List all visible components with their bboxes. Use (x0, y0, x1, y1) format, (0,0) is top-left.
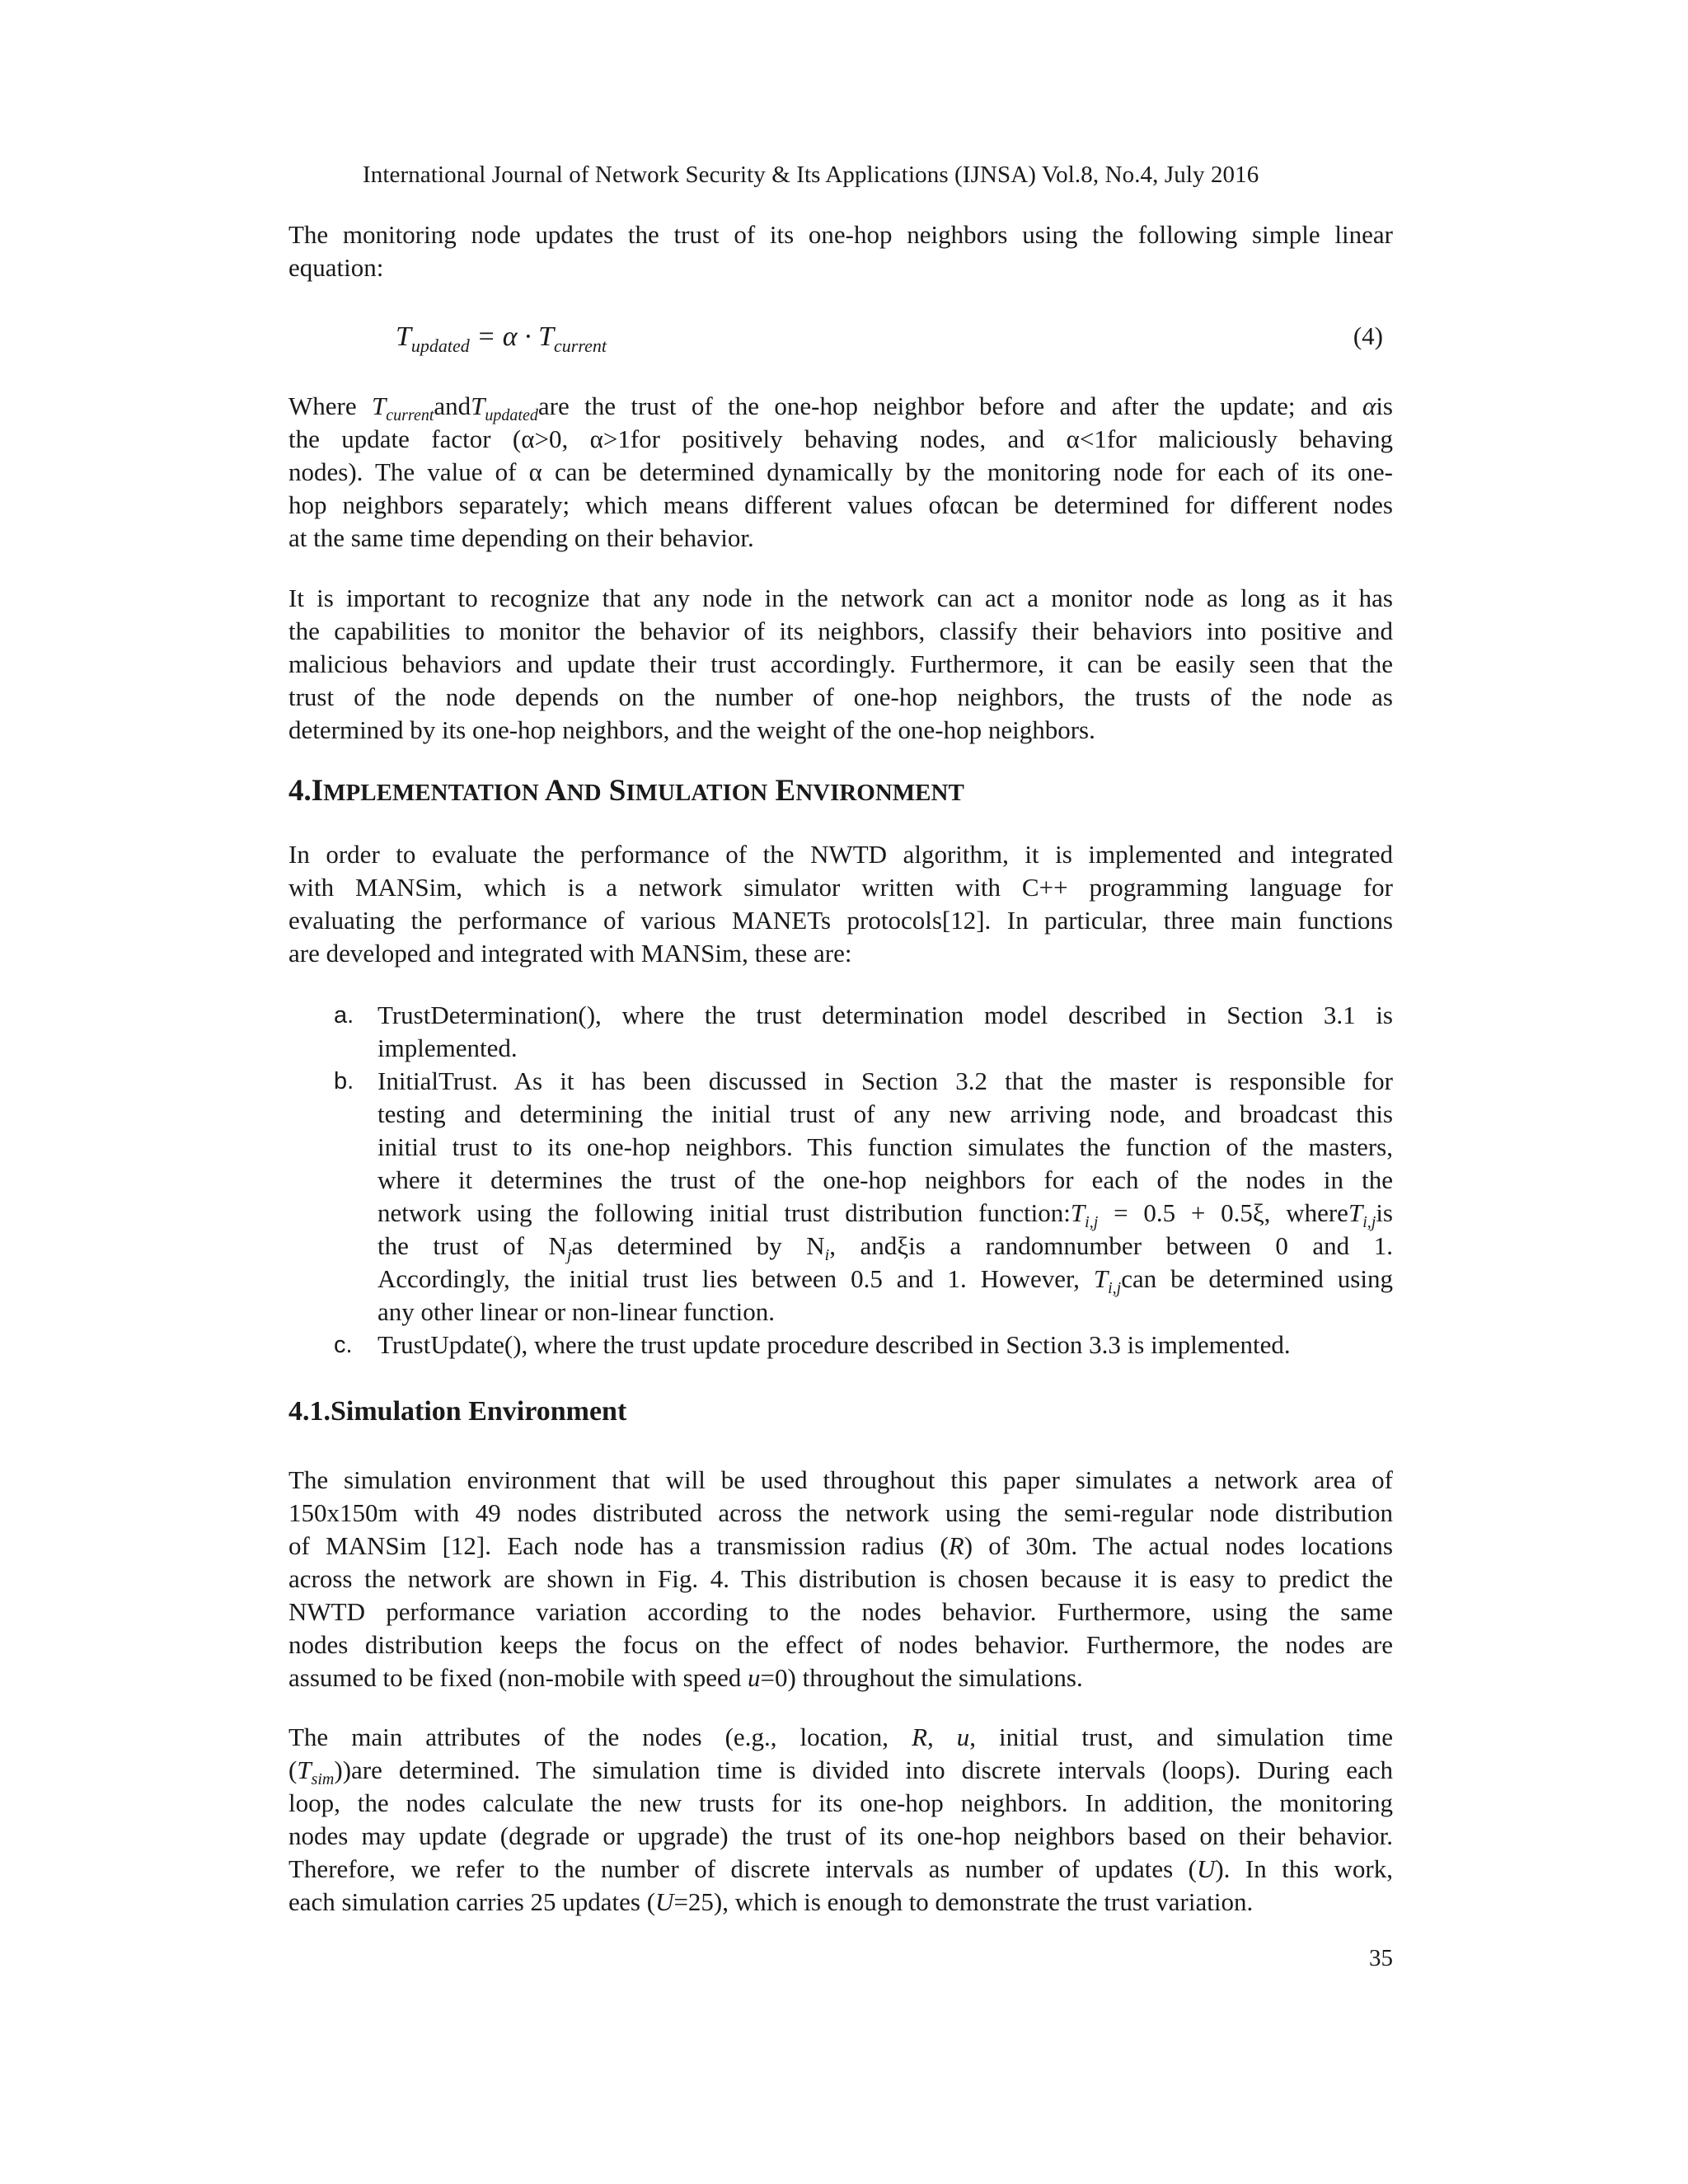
text-line: NWTD performance variation according to the nodes behavior. Furthermore, using the same (288, 1597, 1393, 1626)
text-line: testing and determining the initial trust of any new arriving node, and broadcast this (377, 1099, 1393, 1128)
eq-lhs-sub: updated (410, 335, 470, 356)
list-marker: a. (334, 1002, 354, 1029)
text-line: The simulation environment that will be used throughout this paper simulates a network area of (288, 1465, 1393, 1494)
equation-4 (396, 321, 607, 356)
text-line: The main attributes of the nodes (e.g., location, R, u, initial trust, and simulation time (288, 1722, 1394, 1751)
text-line: the trust of $N_jas$ determined by $N_i$, andξis a randomnumber between 0 and 1. (377, 1231, 1393, 1265)
text-line: evaluating the performance of various MANETs protocols[12]. In particular, three main functions (288, 906, 1393, 935)
text-line: trust of the node depends on the number of one-hop neighbors, the trusts of the node as (288, 682, 1393, 711)
text-line: nodes distribution keeps the focus on the effect of nodes behavior. Furthermore, the nodes are (288, 1630, 1393, 1659)
text-line: any other linear or non-linear function. (377, 1297, 776, 1326)
text-line: 150x150m with 49 nodes distributed across the network using the semi-regular node distribution (288, 1498, 1393, 1527)
text-line: initial trust to its one-hop neighbors. This function simulates the function of the masters, (377, 1132, 1393, 1161)
text-line: hop neighbors separately; which means different values ofαcan be determined for different nodes (288, 490, 1393, 519)
text-line: where it determines the trust of the one-hop neighbors for each of the nodes in the (377, 1165, 1393, 1194)
text-line: Where $T_{current}andT_{updated}are$ the trust of the one-hop neighbor before and after the update; and αis (288, 391, 1393, 425)
where-paragraph (288, 390, 1393, 555)
simulation-paragraph (288, 1464, 1393, 1694)
text-line: It is important to recognize that any node in the network can act a monitor node as long as it has (288, 583, 1393, 612)
equation-number: (4) (1353, 321, 1383, 350)
section-4-heading: 4.IMPLEMENTATION AND SIMULATION ENVIRONMENT (288, 774, 964, 808)
running-header: International Journal of Network Security & Its Applications (IJNSA) Vol.8, No.4, July 2016 (363, 162, 1259, 188)
text-line: each simulation carries 25 updates (U=25), which is enough to demonstrate the trust variation. (288, 1887, 1254, 1916)
text-line: at the same time depending on their behavior. (288, 523, 754, 552)
text-line: across the network are shown in Fig. 4. This distribution is chosen because it is easy to predict the (288, 1564, 1393, 1593)
paper-page (288, 0, 1393, 2184)
text-line: determined by its one-hop neighbors, and the weight of the one-hop neighbors. (288, 715, 1095, 744)
intro-paragraph (288, 218, 1393, 284)
text-line: network using the following initial trust distribution $function:T_{i,j} = 0.5 + 0.5\xi$, whereT$_{i,j}$is (377, 1198, 1393, 1232)
text-line: $(T_{sim}))are$ determined. The simulation time is divided into discrete intervals (loops). During each (288, 1755, 1393, 1789)
monitor-paragraph (288, 582, 1393, 747)
list-marker: c. (334, 1332, 353, 1358)
text-line: loop, the nodes calculate the new trusts for its one-hop neighbors. In addition, the monitoring (288, 1788, 1393, 1817)
text-line: TrustUpdate(), where the trust update procedure described in Section 3.3 is implemented. (377, 1330, 1291, 1359)
text-line: implemented. (377, 1033, 518, 1062)
text-line: the update factor (α>0, α>1for positively behaving nodes, and α<1for maliciously behaving (288, 424, 1393, 453)
text-line: malicious behaviors and update their trust accordingly. Furthermore, it can be easily seen that the (288, 649, 1393, 678)
eq-rhs-sub: current (554, 335, 607, 356)
eq-rhs: = α · T (476, 321, 555, 352)
text-line: InitialTrust. As it has been discussed in Section 3.2 that the master is responsible for (377, 1066, 1393, 1095)
eq-lhs: T (396, 321, 411, 352)
text-line: nodes may update (degrade or upgrade) the trust of its one-hop neighbors based on their behavior. (288, 1821, 1393, 1850)
attributes-paragraph (288, 1721, 1393, 1919)
text-line: The monitoring node updates the trust of its one-hop neighbors using the following simple linear (288, 220, 1393, 249)
text-line: nodes). The value of α can be determined dynamically by the monitoring node for each of its one- (288, 457, 1393, 486)
text-line: equation: (288, 253, 384, 282)
text-line: TrustDetermination(), where the trust determination model described in Section 3.1 is (377, 1001, 1393, 1029)
subsection-4-1-heading: 4.1.Simulation Environment (288, 1396, 627, 1427)
list-marker: b. (334, 1068, 354, 1094)
nwtd-paragraph (288, 838, 1393, 970)
text-line: assumed to be fixed (non-mobile with speed u=0) throughout the simulations. (288, 1663, 1083, 1692)
text-line: of MANSim [12]. Each node has a transmission radius (R) of 30m. The actual nodes locations (288, 1531, 1393, 1560)
text-line: with MANSim, which is a network simulator written with C++ programming language for (288, 873, 1393, 902)
text-line: Therefore, we refer to the number of discrete intervals as number of updates (U). In this work, (288, 1854, 1393, 1883)
text-line: are developed and integrated with MANSim, these are: (288, 939, 852, 968)
text-line: Accordingly, the initial trust lies between 0.5 and 1. However, $T_{i,j}can$ be determined using (377, 1264, 1393, 1298)
text-line: In order to evaluate the performance of the NWTD algorithm, it is implemented and integrated (288, 840, 1393, 869)
page-number: 35 (1369, 1945, 1393, 1971)
text-line: the capabilities to monitor the behavior of its neighbors, classify their behaviors into positive and (288, 616, 1393, 645)
